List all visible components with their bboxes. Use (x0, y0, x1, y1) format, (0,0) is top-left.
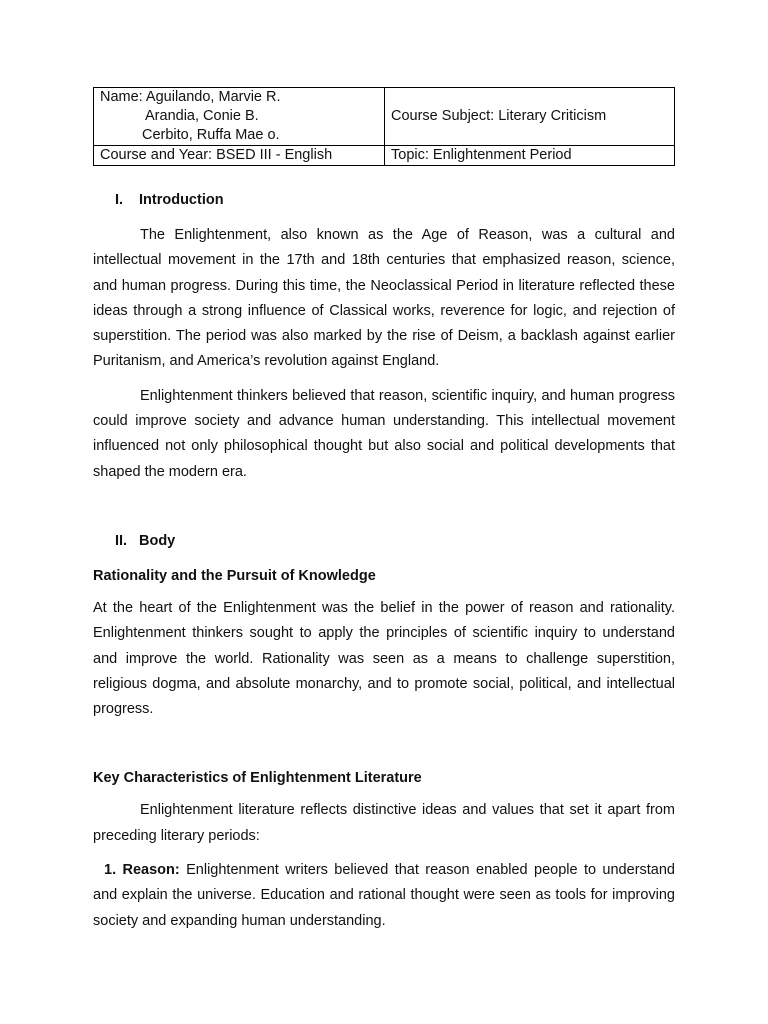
name-line-2: Arandia, Conie B. (145, 108, 259, 124)
introduction-paragraph-2: Enlightenment thinkers believed that reason, scientific inquiry, and human progress could improve society and advance human understanding. This intellectual movement influenced not only philosophical thought but also social and political developments that shaped the modern era. (93, 387, 675, 480)
body-heading (93, 532, 675, 551)
course-year-cell: Course and Year: BSED III - English (94, 146, 385, 166)
name-line-3: Cerbito, Ruffa Mae o. (142, 127, 280, 143)
list-item (93, 858, 675, 934)
list-item-lead: 1. Reason: (104, 862, 180, 879)
introduction-heading (93, 191, 675, 210)
introduction-paragraph-1: The Enlightenment, also known as the Age of Reason, was a cultural and intellectual movement in the 17th and 18th centuries that emphasized reason, science, and human progress. During this time, the Neoclassical Period in literature reflected these ideas through a strong influence of Classical works, reverence for logic, and rejection of superstition. The period was also marked by the rise of Deism, a backlash against earlier Puritanism, and America’s revolution against England. (93, 227, 675, 370)
document-page (93, 87, 675, 934)
body-title: Body (139, 532, 176, 549)
introduction-number: I. (115, 192, 124, 208)
characteristics-heading: Key Characteristics of Enlightenment Literature (93, 770, 422, 787)
topic-cell: Topic: Enlightenment Period (385, 146, 675, 166)
rationality-paragraph: At the heart of the Enlightenment was the belief in the power of reason and rationality. Enlightenment thinkers sought to apply the principles of scientific inquiry to understand and improve the world. Rationality was seen as a means to challenge superstition, religious dogma, and absolute monarchy, and to promote social, political, and intellectual progress. (93, 599, 675, 718)
characteristics-intro: Enlightenment literature reflects distinctive ideas and values that set it apart from preceding literary periods: (93, 802, 675, 844)
rationality-heading: Rationality and the Pursuit of Knowledge (93, 567, 376, 584)
header-table (93, 87, 675, 166)
list-item-text: Enlightenment writers believed that reason enabled people to understand and explain the universe. Education and rational thought were seen as tools for improving society and expanding human understanding. (93, 862, 675, 929)
course-subject-cell: Course Subject: Literary Criticism (385, 88, 675, 146)
introduction-title: Introduction (139, 192, 224, 208)
names-cell (94, 88, 385, 146)
name-line-1: Name: Aguilando, Marvie R. (100, 89, 281, 105)
body-number: II. (115, 532, 128, 549)
